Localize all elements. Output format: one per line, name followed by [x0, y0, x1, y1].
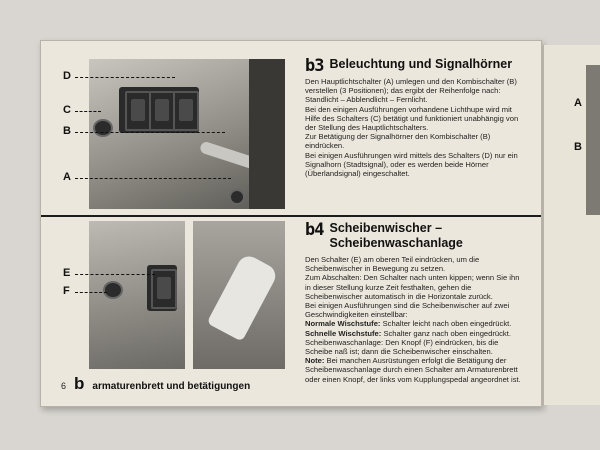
right-callout-b: B — [574, 141, 582, 153]
chapter-title: armaturenbrett und betätigungen — [92, 381, 251, 392]
section-b4-body — [305, 255, 527, 384]
callout-line-b — [75, 132, 225, 133]
paragraph: Den Schalter (E) am oberen Teil eindrücken, um die Scheibenwischer in Bewegung zu setzen. — [305, 255, 480, 274]
section-b3-body — [305, 77, 527, 178]
washer-reservoir-photo — [193, 221, 285, 369]
switch-d-2 — [149, 91, 175, 131]
callout-a: A — [63, 171, 71, 183]
washer-knob-f — [103, 281, 123, 299]
note-label: Note: — [305, 356, 325, 366]
reservoir-bottle — [207, 252, 280, 341]
section-b4-heading — [305, 221, 463, 251]
section-code: b3 — [305, 56, 324, 76]
paragraph: Zum Abschalten: Den Schalter nach unten kippen; wenn Sie ihn in dieser Stellung kurze Zeit festhalten, gehen die Scheibenwischer automatisch in die Horizontale zurück. — [305, 273, 520, 301]
speed-label: Normale Wischstufe: — [305, 319, 381, 329]
wiper-switch-e — [151, 269, 177, 309]
headlight-flasher-knob — [93, 119, 113, 137]
callout-c: C — [63, 104, 71, 116]
speed-text: Schalter leicht nach oben eingedrückt. — [382, 319, 512, 329]
callout-line-f — [75, 292, 107, 293]
dashboard-photo-wiper — [89, 221, 185, 369]
steering-column — [249, 59, 285, 209]
section-title-line1: Scheibenwischer – — [329, 221, 443, 235]
section-code: b4 — [305, 220, 324, 240]
next-page-edge — [543, 45, 600, 405]
paragraph: Den Hauptlichtschalter (A) umlegen und den Kombischalter (B) verstellen (3 Positionen); das ergibt der Reihenfolge nach: Standlicht – Abblendlicht – Fernlicht. — [305, 77, 517, 105]
main-light-switch-knob — [229, 189, 245, 205]
switch-d-3 — [173, 91, 199, 131]
speed-normal — [305, 319, 527, 328]
page-footer — [61, 374, 250, 394]
speed-label: Schnelle Wischstufe: — [305, 328, 382, 338]
chapter-letter: b — [74, 374, 85, 393]
switch-d-1 — [125, 91, 151, 131]
paragraph: Bei einigen Ausführungen wird mittels des Schalters (D) nur ein Signalhorn (Stadtsignal), oder es werden beide Hörner (Überlandsignal) eingeschaltet. — [305, 150, 518, 179]
manual-page — [40, 40, 542, 407]
callout-e: E — [63, 267, 71, 279]
dashboard-photo-lighting — [89, 59, 285, 209]
right-page-photo — [586, 65, 600, 215]
callout-line-c — [75, 111, 101, 112]
callout-f: F — [63, 285, 70, 297]
section-title-line2: Scheibenwaschanlage — [329, 236, 463, 250]
section-divider — [41, 215, 541, 217]
callout-b: B — [63, 125, 71, 137]
note — [305, 356, 527, 384]
callout-d: D — [63, 70, 71, 82]
page-number: 6 — [61, 381, 67, 391]
paragraph: Bei den einigen Ausführungen vorhandene Lichthupe wird mit Hilfe des Schalters (C) betätigt und funktioniert unabhängig von der Stellung des Hauptlichtschalters. — [305, 104, 519, 133]
section-title: Beleuchtung und Signalhörner — [329, 57, 513, 71]
paragraph: Bei einigen Ausführungen sind die Scheibenwischer auf zwei Geschwindigkeiten einstellbar: — [305, 301, 510, 320]
speed-fast — [305, 329, 527, 338]
washer-text: Scheibenwaschanlage: Den Knopf (F) eindrücken, bis die Scheibe naß ist; dann die Scheibenwischer einschalten. — [305, 337, 499, 357]
callout-line-e — [75, 274, 155, 275]
callout-line-a — [75, 178, 231, 179]
note-text: Bei manchen Ausrüstungen erfolgt die Betätigung der Scheibenwaschanlage durch einen Schalter am Armaturenbrett oder einen Knopf, der links vom Kupplungspedal angeordnet ist. — [305, 356, 521, 384]
callout-line-d — [75, 77, 175, 78]
section-title — [329, 221, 462, 251]
paragraph: Zur Betätigung der Signalhörner den Kombischalter (B) eindrücken. — [305, 132, 491, 151]
speed-text: Schalter ganz nach oben eingedrückt. — [383, 328, 511, 338]
right-callout-a: A — [574, 97, 582, 109]
section-b3-heading — [305, 57, 512, 75]
